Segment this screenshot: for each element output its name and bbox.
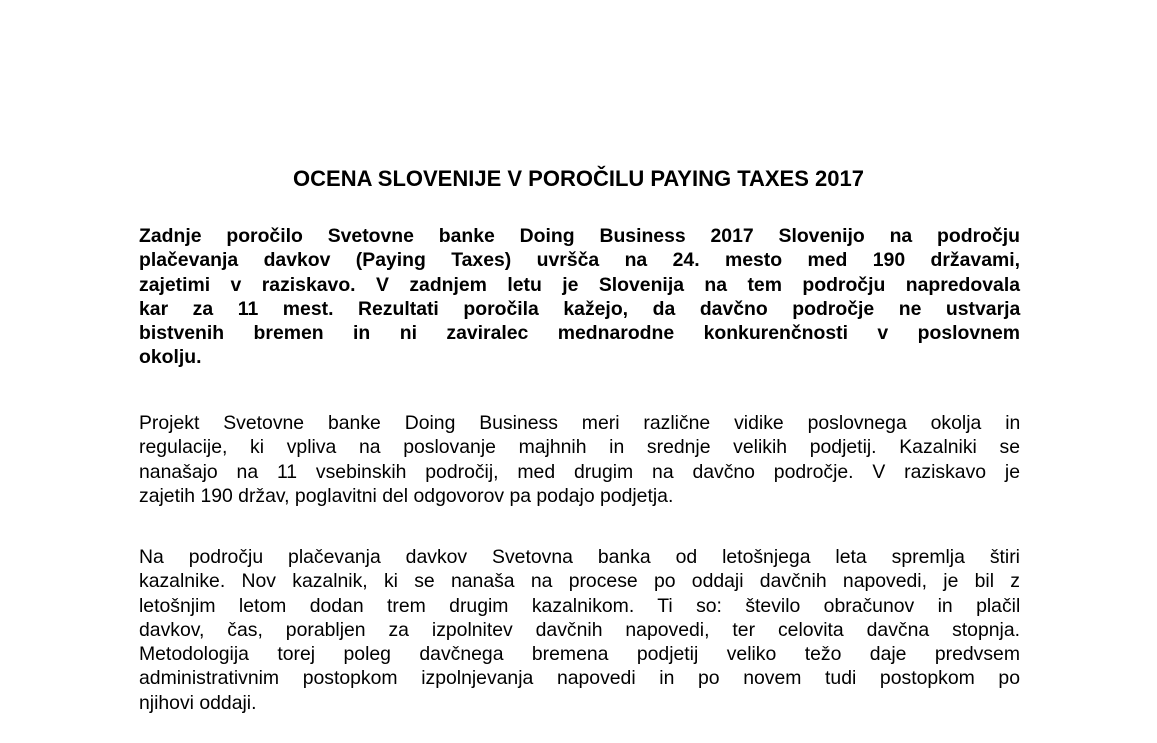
body-line: regulacije, ki vpliva na poslovanje majhnih in srednje velikih podjetij. Kazalniki se <box>139 436 1020 459</box>
body-paragraph-2 <box>139 411 1020 508</box>
body-line: davkov, čas, porabljen za izpolnitev davčnih napovedi, ter celovita davčna stopnja. <box>139 618 1020 641</box>
body-line: letošnjim letom dodan trem drugim kazalnikom. Ti so: število obračunov in plačil <box>139 594 1021 617</box>
lead-line: kar za 11 mest. Rezultati poročila kažejo, da davčno področje ne ustvarja <box>139 297 1021 320</box>
body-line: njihovi oddaji. <box>139 691 257 714</box>
body-paragraph-3 <box>139 545 1020 715</box>
body-line: administrativnim postopkom izpolnjevanja napovedi in po novem tudi postopkom po <box>139 667 1020 690</box>
lead-line: okolju. <box>139 346 202 369</box>
body-line: nanašajo na 11 vsebinskih področij, med drugim na davčno področje. V raziskavo je <box>139 460 1020 483</box>
body-line: kazalnike. Nov kazalnik, ki se nanaša na procese po oddaji davčnih napovedi, je bil z <box>139 570 1020 593</box>
body-line: Na področju plačevanja davkov Svetovna banka od letošnjega leta spremlja štiri <box>139 546 1020 568</box>
body-line: zajetih 190 držav, poglavitni del odgovorov pa podajo podjetja. <box>139 484 674 507</box>
body-line: Metodologija torej poleg davčnega bremena podjetij veliko težo daje predvsem <box>139 643 1020 666</box>
lead-line: plačevanja davkov (Paying Taxes) uvršča na 24. mesto med 190 državami, <box>139 249 1020 272</box>
document-title: OCENA SLOVENIJE V POROČILU PAYING TAXES 2017 <box>293 166 864 191</box>
lead-line: bistvenih bremen in ni zaviralec mednarodne konkurenčnosti v poslovnem <box>139 322 1020 345</box>
lead-line: zajetimi v raziskavo. V zadnjem letu je Slovenija na tem področju napredovala <box>139 273 1020 296</box>
lead-paragraph <box>139 224 1020 370</box>
lead-line: Zadnje poročilo Svetovne banke Doing Business 2017 Slovenijo na področju <box>139 225 1020 247</box>
body-line: Projekt Svetovne banke Doing Business meri različne vidike poslovnega okolja in <box>139 412 1021 434</box>
